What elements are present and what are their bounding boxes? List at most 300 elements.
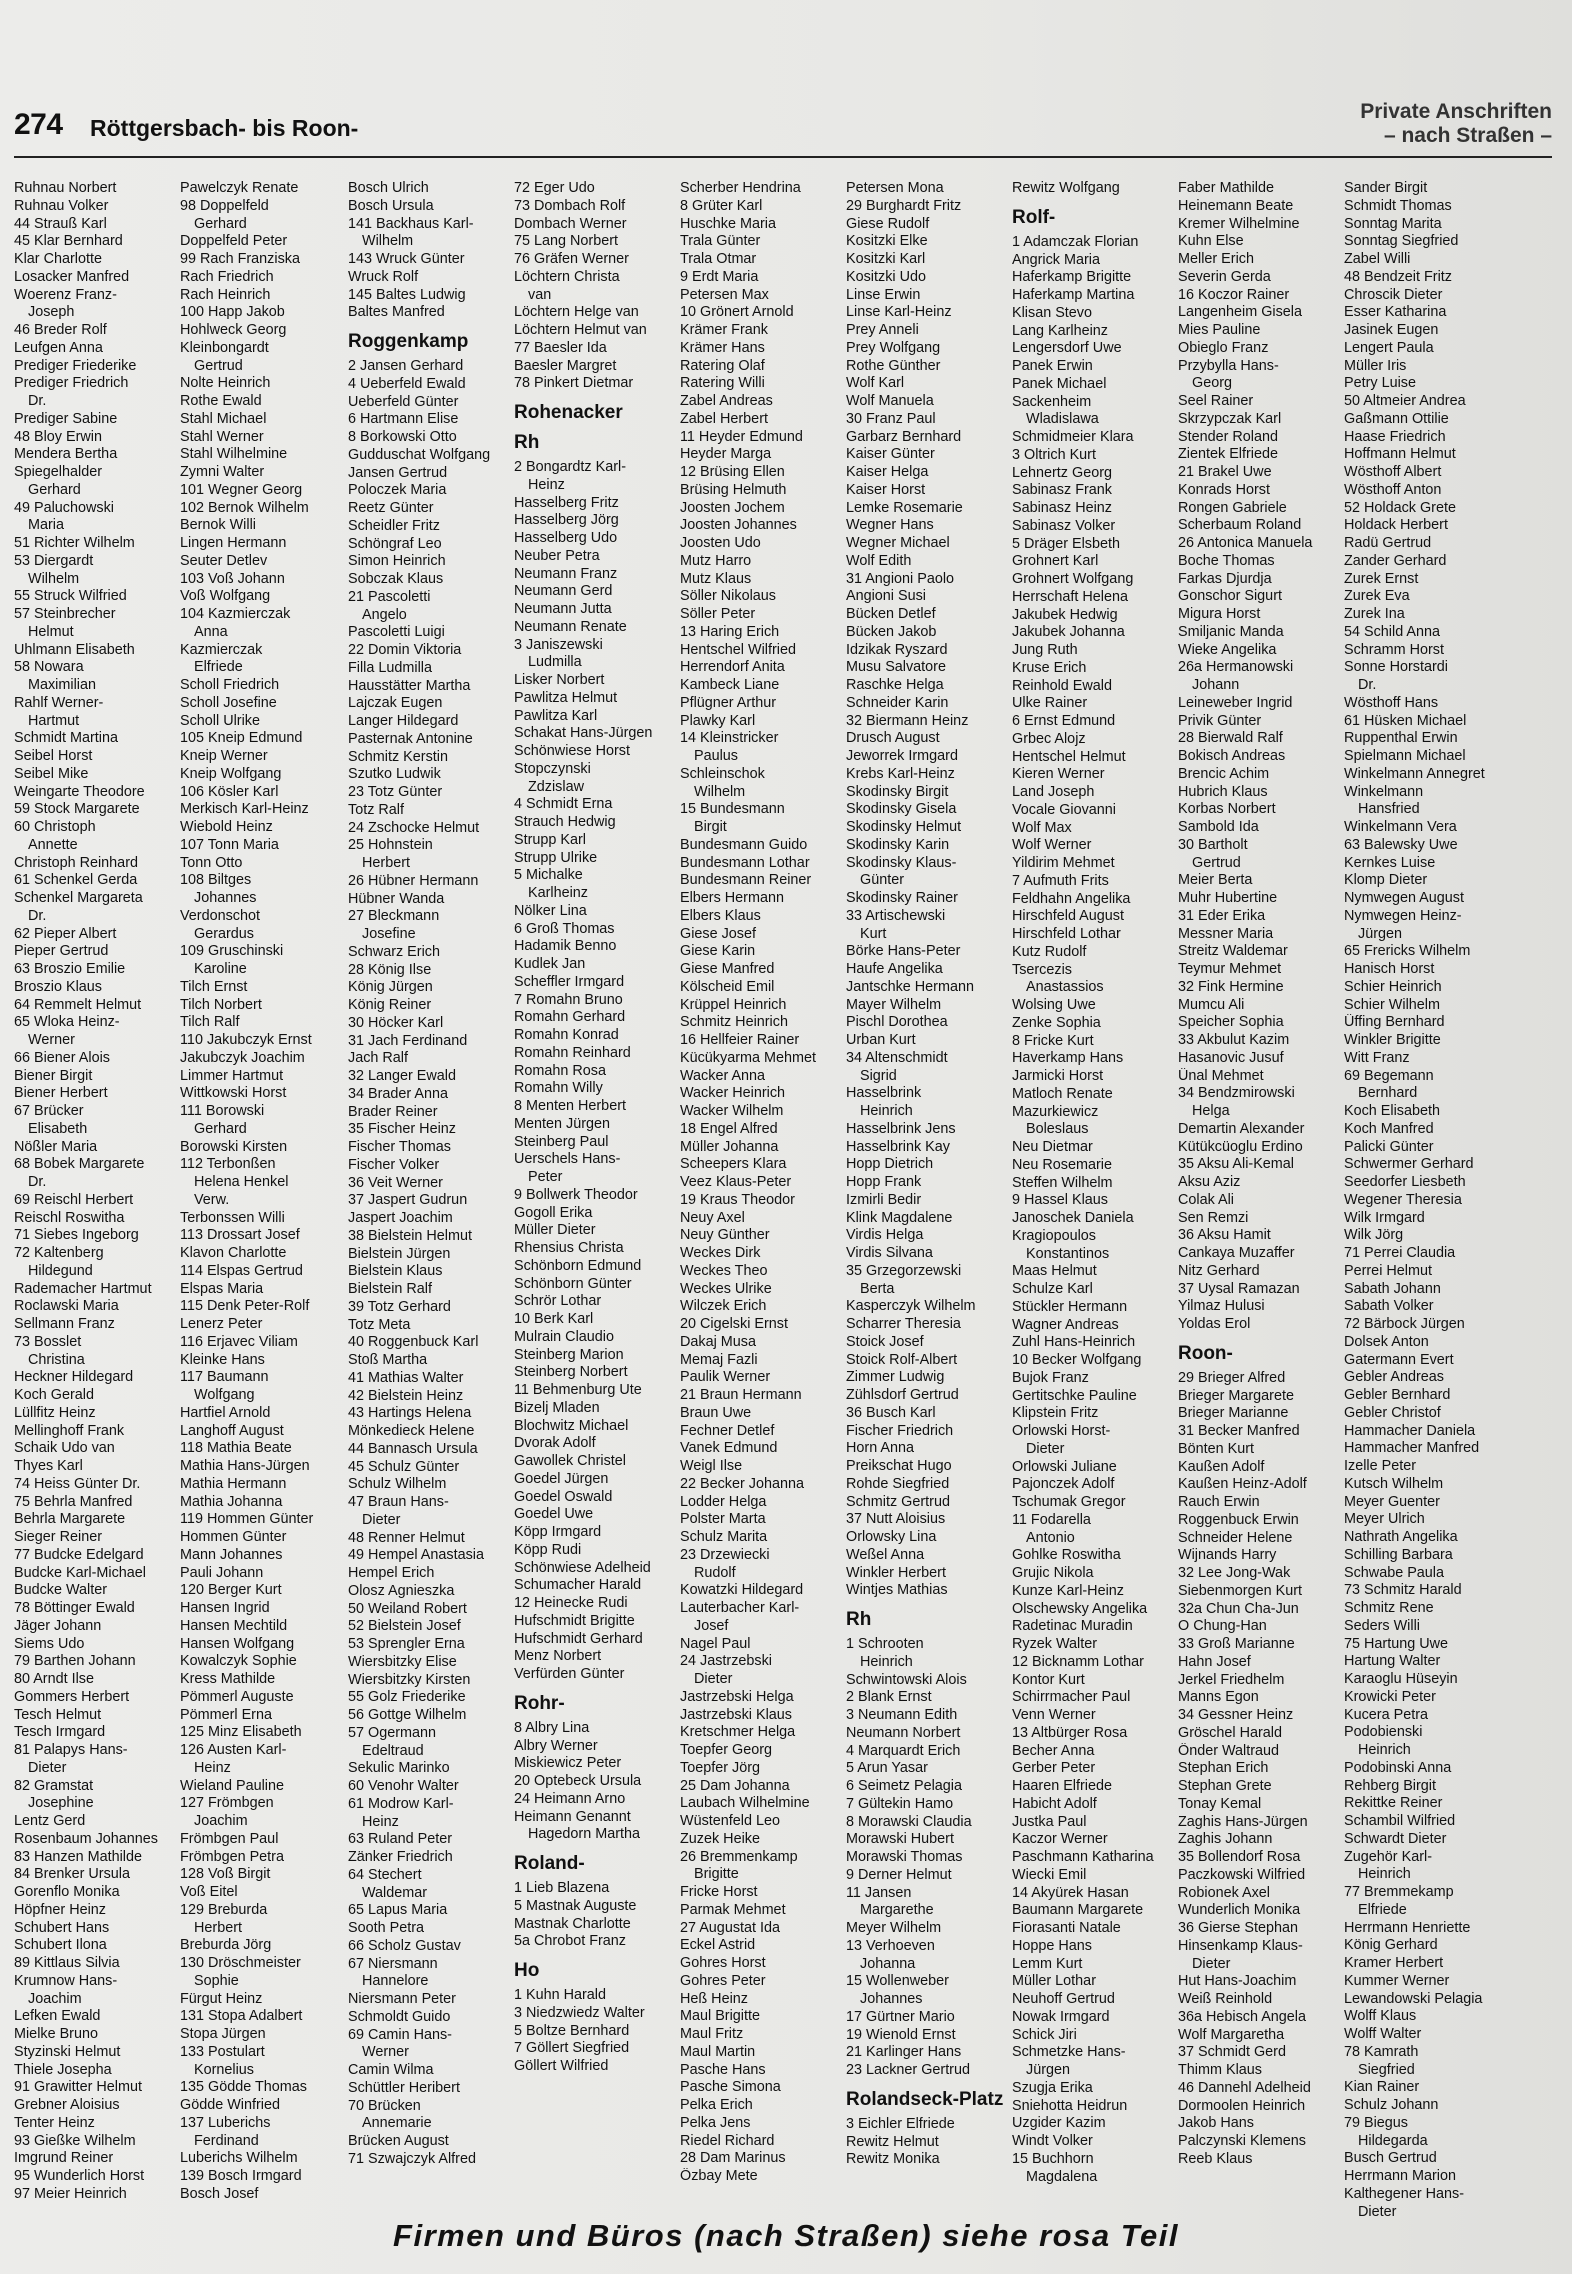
listing-entry: Rhensius Christa [514,1240,624,1256]
listing-entry: Cankaya Muzaffer [1178,1245,1295,1261]
listing-entry: 64 Remmelt Helmut [14,996,142,1013]
listing-entry: Maas Helmut [1012,1263,1097,1280]
listing-entry: Klavon Charlotte [180,1245,287,1261]
listing-entry: Mumcu Ali [1178,996,1245,1013]
listing-entry: 58 Nowara [14,659,84,676]
listing-entry: Werner [362,2044,409,2061]
listing-entry: Dieter [362,1511,401,1528]
listing-entry: Hansen Ingrid [180,1600,270,1616]
listing-entry: Prediger Friederike [14,357,137,374]
listing-entry: Memaj Fazli [680,1351,758,1368]
listing-entry: Wijnands Harry [1178,1547,1277,1564]
listing-entry: Hasselbrink Kay [846,1138,950,1155]
listing-entry: Trala Günter [680,233,761,250]
listing-entry: Holdack Herbert [1344,517,1448,534]
listing-entry: 26 Antonica Manuela [1178,535,1313,551]
listing-entry: Lenerz Peter [180,1316,263,1332]
listing-entry: 26a Hermanowski [1178,659,1294,676]
listing-entry: Windt Volker [1012,2133,1093,2149]
listing-entry: 50 Weiland Robert [348,1600,467,1617]
listing-entry: 53 Sprengler Erna [348,1636,465,1652]
listing-entry: 63 Ruland Peter [348,1831,453,1848]
listing-entry: Söller Peter [680,606,756,622]
listing-entry: Rauch Erwin [1178,1494,1260,1510]
listing-entry: 133 Postulart [180,2043,265,2060]
listing-entry: Schirrmacher Paul [1012,1689,1131,1706]
listing-entry: Wilhelm [694,783,746,800]
listing-entry: Filla Ludmilla [348,659,432,676]
listing-entry: Mazurkiewicz [1012,1103,1099,1120]
listing-entry: Panek Michael [1012,375,1107,392]
listing-entry: Werner [28,1032,75,1048]
listing-entry: Schmitz Heinrich [680,1014,788,1031]
listing-entry: 19 Wienold Ernst [846,2026,956,2043]
listing-entry: Bönten Kurt [1178,1440,1255,1457]
listing-entry: Podobinski Anna [1344,1759,1452,1776]
listing-entry: Romahn Gerhard [514,1009,626,1026]
listing-entry: Seel Rainer [1178,393,1254,409]
listing-entry: Kontor Kurt [1012,1671,1085,1688]
listing-entry: Preikschat Hugo [846,1458,952,1474]
listing-entry: Brücken August [348,2133,449,2149]
listing-entry: 3 Niedzwiedz Walter [514,2004,645,2021]
listing-entry: 49 Hempel Anastasia [348,1547,484,1564]
listing-entry: Rothe Günther [846,357,941,374]
listing-entry: 33 Artischewski [846,907,946,924]
listing-entry: 65 Wloka Heinz- [14,1014,120,1031]
listing-entry: 63 Balewsky Uwe [1344,836,1458,853]
listing-entry: Obieglo Franz [1178,339,1269,356]
listing-entry: 5 Boltze Bernhard [514,2022,630,2039]
listing-entry: Heinrich [1358,1742,1411,1758]
listing-entry: 34 Brader Anna [348,1085,449,1102]
listing-entry: Behrla Margarete [14,1511,126,1528]
listing-entry: Giese Rudolf [846,215,930,232]
listing-entry: Zientek Elfriede [1178,446,1278,463]
listing-entry: 113 Drossart Josef [180,1227,300,1244]
listing-entry: 31 Angioni Paolo [846,570,955,587]
listing-entry: Pasternak Antonine [348,730,473,747]
listing-entry: 114 Elspas Gertrud [180,1262,303,1279]
listing-entry: Feldhahn Angelika [1012,890,1131,907]
listing-entry: Wacker Heinrich [680,1085,786,1102]
listing-entry: 112 Terbonßen [180,1156,276,1173]
listing-entry: Zaghis Hans-Jürgen [1178,1813,1308,1830]
listing-entry: Kölscheid Emil [680,978,775,995]
listing-entry: 6 Groß Thomas [514,920,615,937]
listing-entry: 8 Fricke Kurt [1012,1032,1094,1049]
listing-entry: 33 Groß Marianne [1178,1636,1295,1652]
listing-entry: Angrick Maria [1012,251,1100,268]
listing-entry: Jantschke Hermann [846,978,974,995]
listing-entry: Paulik Werner [680,1369,771,1386]
listing-entry: 69 Begemann [1344,1067,1434,1084]
listing-entry: Wilhelm [28,570,80,587]
listing-entry: 30 Höcker Karl [348,1014,444,1031]
listing-entry: 2 Jansen Gerhard [348,358,464,374]
listing-entry: Kücükyarma Mehmet [680,1049,816,1066]
listing-entry: Gorenflo Monika [14,1884,120,1900]
listing-entry: Helena Henkel [194,1174,289,1190]
listing-entry: Kaiser Helga [846,464,929,480]
listing-entry: Wolf Werner [1012,837,1092,854]
listing-entry: Olschewsky Angelika [1012,1600,1148,1617]
listing-entry: 51 Richter Wilhelm [14,535,135,551]
listing-entry: 35 Grzegorzewski [846,1262,962,1279]
listing-entry: Colak Ali [1178,1191,1234,1208]
listing-entry: Wunderlich Monika [1178,1902,1301,1919]
listing-entry: Annette [28,836,78,853]
section-title-line1: Private Anschriften [1360,100,1552,123]
listing-entry: Wittkowski Horst [180,1085,287,1102]
listing-entry: Krowicki Peter [1344,1688,1436,1705]
listing-entry: Menz Norbert [514,1648,602,1665]
listing-entry: Thiele Josepha [14,2061,112,2078]
listing-entry: Neu Dietmar [1012,1139,1093,1155]
listing-entry: Kazmierczak [180,641,263,658]
listing-entry: 77 Budcke Edelgard [14,1546,144,1563]
listing-entry: 17 Gürtner Mario [846,2008,955,2025]
listing-entry: Elbers Hermann [680,890,784,906]
listing-entry: Lemm Kurt [1012,1955,1083,1972]
listing-entry: 61 Schenkel Gerda [14,872,138,889]
listing-entry: Seibel Horst [14,748,93,764]
listing-entry: Tesch Helmut [14,1706,102,1723]
listing-entry: Wolsing Uwe [1012,997,1096,1013]
listing-entry: Biener Herbert [14,1085,108,1102]
listing-entry: Wilk Irmgard [1344,1209,1425,1226]
listing-entry: 44 Bannasch Ursula [348,1440,478,1457]
listing-entry: Neumann Norbert [846,1724,961,1741]
listing-entry: Skodinsky Karin [846,836,950,853]
listing-entry: Jasinek Eugen [1344,322,1439,338]
street-heading: Ho [514,1961,540,1981]
listing-entry: Krämer Frank [680,322,768,338]
listing-entry: Johanna [860,1955,916,1972]
listing-entry: Izelle Peter [1344,1458,1416,1474]
listing-entry: Mies Pauline [1178,322,1261,338]
listing-entry: Stahl Michael [180,410,267,427]
listing-entry: Sieger Reiner [14,1529,102,1545]
listing-entry: 22 Becker Johanna [680,1475,805,1492]
listing-entry: Brencic Achim [1178,765,1270,782]
listing-entry: 4 Marquardt Erich [846,1742,961,1759]
listing-entry: Romahn Willy [514,1080,603,1097]
listing-entry: Rehberg Birgit [1344,1777,1436,1794]
listing-entry: Angioni Susi [846,588,926,605]
listing-entry: 7 Göllert Siegfried [514,2040,630,2057]
listing-entry: Totz Meta [348,1316,411,1333]
listing-entry: Borowski Kirsten [180,1138,288,1155]
listing-entry: Strupp Karl [514,831,586,848]
listing-entry: 129 Breburda [180,1901,268,1918]
listing-entry: Faber Mathilde [1178,180,1274,196]
street-heading: Rh [846,1610,872,1630]
listing-entry: Jürgen [1026,2062,1071,2078]
listing-entry: Camin Wilma [348,2062,434,2078]
listing-entry: Schmitz Rene [1344,1600,1434,1616]
listing-entry: 14 Kleinstricker [680,730,779,747]
listing-entry: Ratering Willi [680,375,765,392]
listing-entry: 8 Borkowski Otto [348,429,457,445]
listing-entry: 97 Meier Heinrich [14,2185,127,2202]
listing-entry: Langenheim Gisela [1178,304,1302,321]
listing-entry: Hempel Erich [348,1565,435,1581]
listing-entry: Broszio Klaus [14,978,102,995]
listing-entry: 5 Michalke [514,867,583,884]
listing-entry: 5 Mastnak Auguste [514,1897,637,1914]
listing-entry: Blochwitz Michael [514,1417,629,1434]
listing-entry: Gonschor Sigurt [1178,588,1282,605]
listing-entry: 141 Backhaus Karl- [348,215,474,232]
listing-entry: Anastassios [1026,979,1104,996]
listing-entry: Wilczek Erich [680,1298,767,1315]
listing-entry: Schakat Hans-Jürgen [514,725,653,742]
listing-entry: Maul Martin [680,2043,756,2060]
listing-entry: Günter [860,872,904,889]
listing-entry: 9 Bollwerk Theodor [514,1186,638,1203]
listing-entry: Tonay Kemal [1178,1795,1262,1812]
column-2 [180,180,340,2204]
listing-entry: Hoffmann Helmut [1344,446,1456,463]
listing-entry: 89 Kittlaus Silvia [14,1955,120,1971]
listing-entry: Budcke Walter [14,1582,108,1599]
listing-entry: Baesler Margret [514,357,617,374]
listing-entry: Gawollek Christel [514,1453,626,1469]
listing-entry: Wösthoff Anton [1344,481,1442,498]
listing-entry: 108 Biltges [180,872,252,889]
listing-entry: Tschumak Gregor [1012,1494,1126,1510]
listing-entry: Sabath Volker [1344,1298,1434,1315]
listing-entry: Schmidt Martina [14,730,118,747]
listing-entry: Mutz Klaus [680,570,752,587]
listing-entry: Hasselbrink [846,1085,922,1102]
listing-entry: Wolff Walter [1344,2026,1422,2042]
listing-entry: Stoick Rolf-Albert [846,1351,958,1368]
listing-entry: 66 Biener Alois [14,1049,110,1066]
listing-entry: Scholl Josefine [180,694,277,711]
listing-entry: 29 Brieger Alfred [1178,1369,1286,1386]
listing-entry: Schulz Johann [1344,2097,1439,2113]
listing-entry: Weingarte Theodore [14,783,145,800]
listing-entry: Uerschels Hans- [514,1151,621,1168]
listing-entry: Hasselberg Udo [514,530,618,546]
listing-entry: Fricke Horst [680,1884,758,1900]
listing-entry: 117 Baumann [180,1369,269,1386]
listing-entry: Schüttler Heribert [348,2079,460,2096]
listing-entry: Podobienski [1344,1724,1423,1741]
listing-entry: Hansen Wolfgang [180,1635,295,1652]
listing-entry: Dombach Werner [514,215,627,232]
listing-entry: Schöngraf Leo [348,535,442,552]
listing-entry: Ratering Olaf [680,357,765,374]
listing-entry: Grujic Nikola [1012,1565,1094,1581]
listing-entry: Brigitte [694,1866,739,1883]
listing-entry: Pischl Dorothea [846,1014,948,1031]
listing-entry: Haferkamp Brigitte [1012,269,1132,286]
listing-entry: 81 Palapys Hans- [14,1742,128,1758]
listing-entry: Wiecki Emil [1012,1866,1087,1883]
listing-entry: 1 Adamczak Florian [1012,233,1139,250]
listing-entry: Messner Maria [1178,925,1274,942]
listing-entry: Polster Marta [680,1511,766,1528]
listing-entry: Haferkamp Martina [1012,287,1135,303]
listing-entry: Gohlke Roswitha [1012,1547,1121,1564]
listing-entry: Meyer Guenter [1344,1493,1440,1510]
listing-entry: Börke Hans-Peter [846,943,961,960]
listing-entry: Heinrich [860,1103,913,1119]
listing-entry: Wieland Pauline [180,1777,284,1794]
listing-entry: Szugja Erika [1012,2079,1093,2096]
listing-entry: 11 Jansen [846,1884,912,1901]
listing-entry: 116 Erjavec Viliam [180,1333,298,1350]
street-heading: Rohenacker [514,403,623,423]
listing-entry: Haaren Elfriede [1012,1778,1112,1794]
listing-entry: Linse Erwin [846,286,921,303]
listing-entry: Laubach Wilhelmine [680,1795,810,1812]
listing-entry: Wieke Angelika [1178,641,1277,658]
listing-entry: Poloczek Maria [348,482,447,499]
listing-entry: Christoph Reinhard [14,854,138,871]
listing-entry: Esser Katharina [1344,304,1447,321]
listing-entry: Schneider Helene [1178,1529,1293,1546]
listing-entry: Schönwiese Horst [514,743,630,759]
listing-entry: Virdis Silvana [846,1245,933,1261]
listing-entry: Hartfiel Arnold [180,1404,271,1421]
listing-entry: Önder Waltraud [1178,1742,1280,1759]
listing-entry: Gaßmann Ottilie [1344,410,1449,427]
listing-entry: Bujok Franz [1012,1369,1089,1386]
listing-entry: Schaik Udo van [14,1440,115,1457]
listing-entry: Zdzislaw [528,778,584,795]
listing-entry: Dieter [28,1759,67,1776]
listing-entry: Pelka Erich [680,2097,753,2113]
listing-entry: Schwardt Dieter [1344,1830,1447,1847]
column-8 [1178,180,1338,2169]
listing-entry: Grohnert Wolfgang [1012,571,1134,587]
listing-entry: Georg [1192,375,1232,392]
listing-entry: 70 Brücken [348,2097,421,2114]
listing-entry: Panek Erwin [1012,358,1093,374]
listing-entry: Sekulic Marinko [348,1760,450,1777]
listing-entry: Losacker Manfred [14,268,130,285]
listing-entry: Imgrund Reiner [14,2150,114,2167]
listing-entry: Joachim [194,1813,248,1829]
listing-entry: Wacker Wilhelm [680,1103,784,1119]
listing-entry: Jäger Johann [14,1617,102,1634]
listing-entry: Edeltraud [362,1742,424,1759]
listing-entry: Wolf Manuela [846,393,934,409]
listing-entry: Grebner Aloisius [14,2097,120,2113]
listing-entry: 35 Bollendorf Rosa [1178,1849,1301,1865]
listing-entry: Steffen Wilhelm [1012,1174,1113,1191]
listing-entry: Pasche Hans [680,2061,766,2078]
listing-entry: Skodinsky Klaus- [846,854,957,871]
listing-entry: Klipstein Fritz [1012,1405,1099,1422]
listing-entry: Grohnert Karl [1012,553,1099,570]
listing-entry: Lodder Helga [680,1493,767,1510]
listing-entry: Mayer Wilhelm [846,996,942,1013]
listing-entry: Helmut [28,623,74,640]
listing-entry: 98 Doppelfeld [180,197,269,214]
listing-entry: Berta [860,1280,895,1297]
listing-entry: Verdonschot [180,907,261,924]
listing-entry: Sabath Johann [1344,1280,1441,1297]
listing-entry: Maximilian [28,677,96,693]
listing-entry: 48 Bendzeit Fritz [1344,268,1452,285]
listing-entry: Veez Klaus-Peter [680,1174,792,1190]
listing-entry: Neuhoff Gertrud [1012,1991,1115,2007]
listing-entry: Giese Manfred [680,961,775,977]
listing-entry: 104 Kazmierczak [180,606,291,622]
listing-entry: Peter [528,1169,563,1185]
listing-entry: Wolf Karl [846,375,905,392]
listing-entry: Rekittke Reiner [1344,1795,1443,1812]
listing-entry: 73 Dombach Rolf [514,197,626,214]
header-rule [14,156,1552,158]
listing-entry: Mastnak Charlotte [514,1915,631,1932]
listing-entry: Ulke Rainer [1012,695,1088,712]
listing-entry: 60 Christoph [14,819,96,835]
listing-entry: 145 Baltes Ludwig [348,286,466,303]
listing-entry: 3 Eichler Elfriede [846,2115,955,2132]
column-1 [14,180,174,2204]
listing-entry: Joosten Johannes [680,517,797,534]
listing-entry: Leufgen Anna [14,339,103,356]
listing-entry: 111 Borowski [180,1103,265,1119]
listing-entry: Palczynski Klemens [1178,2133,1306,2149]
listing-entry: Stoick Josef [846,1333,924,1350]
listing-entry: Herrendorf Anita [680,659,785,676]
listing-entry: Hammacher Daniela [1344,1422,1476,1439]
listing-entry: Tilch Norbert [180,996,262,1013]
listing-entry: 130 Dröschmeister [180,1955,301,1971]
listing-entry: Kaußen Heinz-Adolf [1178,1476,1307,1493]
listing-entry: Braun Uwe [680,1404,752,1421]
listing-entry: Orlowsky Lina [846,1529,937,1545]
listing-entry: Przybylla Hans- [1178,357,1279,374]
listing-entry: Siebenmorgen Kurt [1178,1582,1302,1599]
listing-entry: Ünal Mehmet [1178,1067,1264,1084]
listing-entry: Venn Werner [1012,1707,1096,1723]
listing-entry: Pawlitza Helmut [514,689,618,706]
listing-entry: Kleinbongardt [180,339,269,356]
listing-entry: Frömbgen Paul [180,1830,279,1847]
listing-entry: Trala Otmar [680,251,757,267]
listing-entry: 71 Szwajczyk Alfred [348,2150,476,2167]
listing-entry: Waldemar [362,1884,428,1901]
listing-entry: Zuhl Hans-Heinrich [1012,1334,1136,1351]
listing-entry: 80 Arndt Ilse [14,1671,94,1687]
listing-entry: Fechner Detlef [680,1422,775,1439]
listing-entry: Radü Gertrud [1344,535,1432,551]
listing-entry: Roggenbuck Erwin [1178,1511,1299,1528]
listing-entry: Pasche Simona [680,2079,781,2096]
listing-entry: 143 Wruck Günter [348,251,465,267]
listing-entry: Wolfgang [194,1387,255,1403]
listing-entry: Kuhn Else [1178,233,1244,250]
listing-entry: Idzikak Ryszard [846,641,948,658]
listing-entry: Kragiopoulos [1012,1227,1097,1244]
listing-entry: Gertitschke Pauline [1012,1387,1137,1404]
listing-entry: Schmitz Gertrud [846,1493,950,1510]
listing-entry: 6 Hartmann Elise [348,411,459,428]
listing-entry: Rohde Siegfried [846,1475,950,1492]
listing-entry: Krämer Hans [680,339,765,356]
listing-entry: Goedel Uwe [514,1506,594,1523]
listing-entry: Garbarz Bernhard [846,428,962,445]
listing-entry: Voß Wolfgang [180,588,271,605]
